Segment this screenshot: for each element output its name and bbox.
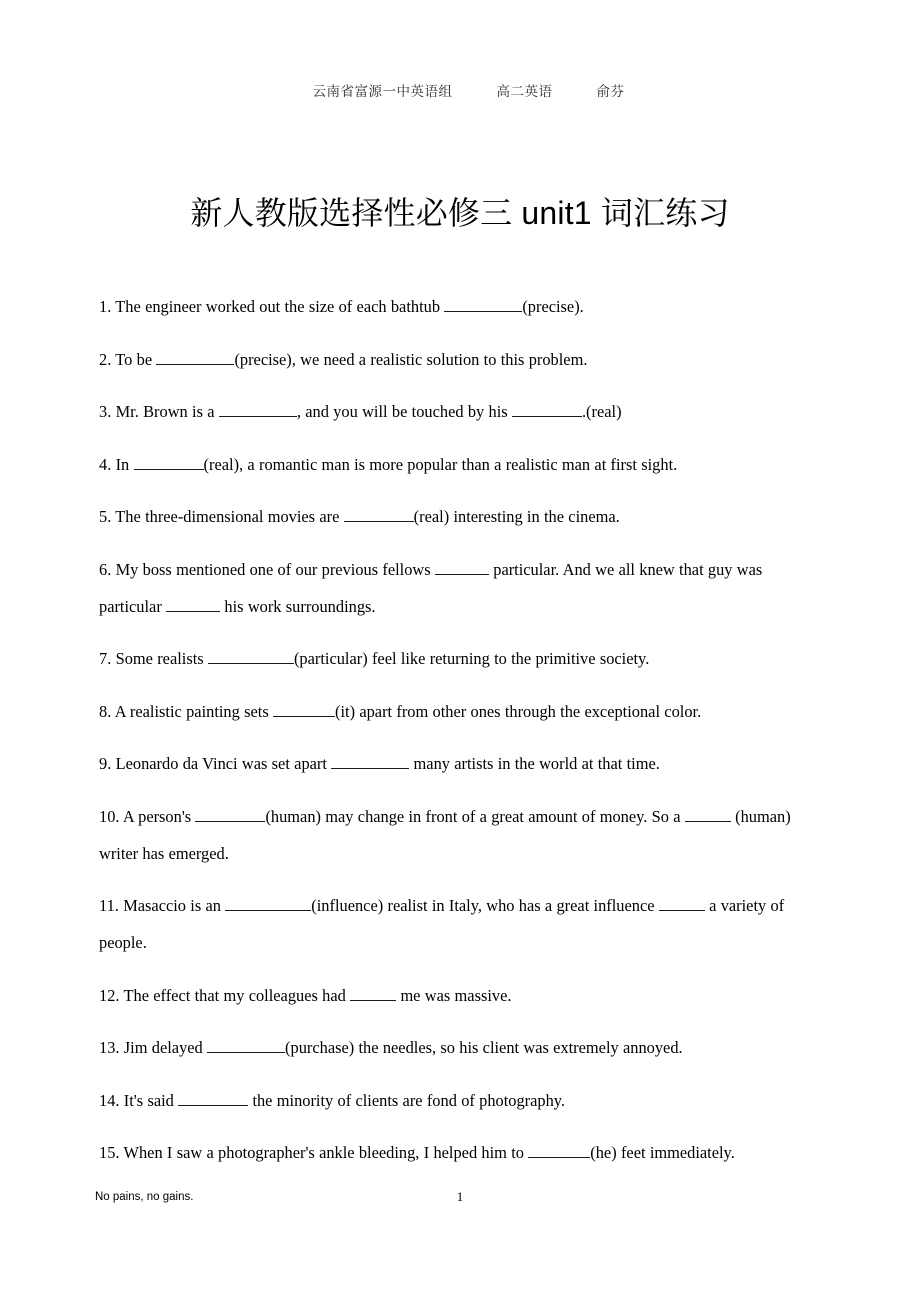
question-text: (he) feet immediately. [590, 1143, 735, 1162]
question-text: particular. And we all knew that guy was particular [99, 559, 763, 616]
question-item [99, 798, 827, 872]
answer-blank[interactable] [685, 805, 731, 821]
question-text: A person's [119, 806, 196, 826]
question-number: 5. [99, 507, 112, 526]
answer-blank[interactable] [225, 895, 311, 911]
question-text: The three-dimensional movies are [111, 507, 344, 526]
question-number: 7. [99, 649, 112, 668]
question-number: 2. [99, 349, 112, 369]
answer-blank[interactable] [219, 401, 297, 417]
question-text: (it) apart from other ones through the exceptional color. [335, 701, 702, 721]
question-item [99, 1029, 827, 1066]
question-item [99, 446, 827, 483]
question-text: My boss mentioned one of our previous fellows [111, 559, 435, 579]
question-text: (precise), we need a realistic solution to this problem. [234, 349, 588, 369]
question-text: Some realists [111, 649, 208, 668]
question-text: Masaccio is an [118, 896, 226, 915]
answer-blank[interactable] [659, 895, 705, 911]
question-item [99, 393, 827, 430]
question-text: (purchase) the needles, so his client was extremely annoyed. [285, 1038, 683, 1057]
answer-blank[interactable] [350, 984, 396, 1000]
question-item [99, 1134, 827, 1171]
answer-blank[interactable] [195, 805, 265, 821]
answer-blank[interactable] [178, 1089, 248, 1105]
question-text: the minority of clients are fond of photography. [248, 1090, 566, 1110]
answer-blank[interactable] [208, 648, 294, 664]
question-number: 9. [99, 754, 112, 773]
answer-blank[interactable] [156, 348, 234, 364]
question-item [99, 341, 827, 378]
question-item [99, 887, 827, 961]
answer-blank[interactable] [331, 753, 409, 769]
header-organization: 云南省富源一中英语组 [312, 84, 453, 99]
question-number: 8. [99, 701, 112, 721]
question-text: Jim delayed [119, 1038, 208, 1057]
question-number: 15. [99, 1143, 120, 1162]
answer-blank[interactable] [273, 700, 335, 716]
question-item [99, 640, 827, 677]
question-number: 6. [99, 559, 112, 579]
page-title: 新人教版选择性必修三 unit1 词汇练习 [190, 195, 730, 232]
question-item [99, 288, 827, 325]
question-text: To be [111, 349, 157, 369]
question-text: his work surroundings. [220, 596, 376, 616]
answer-blank[interactable] [344, 506, 414, 522]
question-text: (human) writer has emerged. [99, 806, 791, 863]
question-item [99, 551, 827, 625]
question-text: (precise). [522, 297, 584, 316]
question-text: , and you will be touched by his [296, 402, 512, 421]
question-item [99, 745, 827, 782]
question-text: (influence) realist in Italy, who has a great influence [311, 896, 659, 915]
question-number: 11. [99, 896, 119, 915]
question-text: (human) may change in front of a great amount of money. So a [265, 806, 685, 826]
question-text: When I saw a photographer's ankle bleeding, I helped him to [119, 1143, 529, 1162]
header-course: 高二英语 [496, 84, 553, 99]
question-text: In [111, 454, 134, 474]
question-number: 4. [99, 454, 112, 474]
question-item [99, 498, 827, 535]
question-text: It's said [119, 1090, 179, 1110]
question-item [99, 977, 827, 1014]
question-text: (particular) feel like returning to the primitive society. [293, 649, 650, 668]
questions-list [99, 288, 827, 1171]
answer-blank[interactable] [444, 296, 522, 312]
answer-blank[interactable] [166, 595, 220, 611]
answer-blank[interactable] [512, 401, 582, 417]
answer-blank[interactable] [435, 558, 489, 574]
question-text: a variety of people. [99, 896, 785, 952]
footer-page-number: 1 [456, 1189, 464, 1204]
header-author: 俞芬 [596, 84, 625, 99]
question-item [99, 1082, 827, 1119]
question-text: .(real) [581, 402, 622, 421]
question-text: (real) interesting in the cinema. [413, 507, 620, 526]
question-text: many artists in the world at that time. [409, 754, 660, 773]
question-text: (real), a romantic man is more popular than a realistic man at first sight. [203, 454, 678, 474]
answer-blank[interactable] [134, 453, 204, 469]
document-footer [0, 1188, 920, 1208]
question-text: Leonardo da Vinci was set apart [111, 754, 332, 773]
question-item [99, 693, 827, 730]
question-number: 10. [99, 806, 120, 826]
question-text: Mr. Brown is a [111, 402, 219, 421]
question-text: me was massive. [396, 985, 512, 1005]
question-text: A realistic painting sets [111, 701, 273, 721]
footer-note: No pains, no gains. [95, 1191, 194, 1203]
question-text: The effect that my colleagues had [119, 985, 351, 1005]
question-number: 13. [99, 1038, 120, 1057]
question-number: 12. [99, 985, 120, 1005]
document-running-header [0, 62, 920, 122]
answer-blank[interactable] [528, 1142, 590, 1158]
question-number: 14. [99, 1090, 120, 1110]
question-number: 1. [99, 297, 112, 316]
answer-blank[interactable] [207, 1037, 285, 1053]
question-text: The engineer worked out the size of each bathtub [111, 297, 445, 316]
question-number: 3. [99, 402, 112, 421]
